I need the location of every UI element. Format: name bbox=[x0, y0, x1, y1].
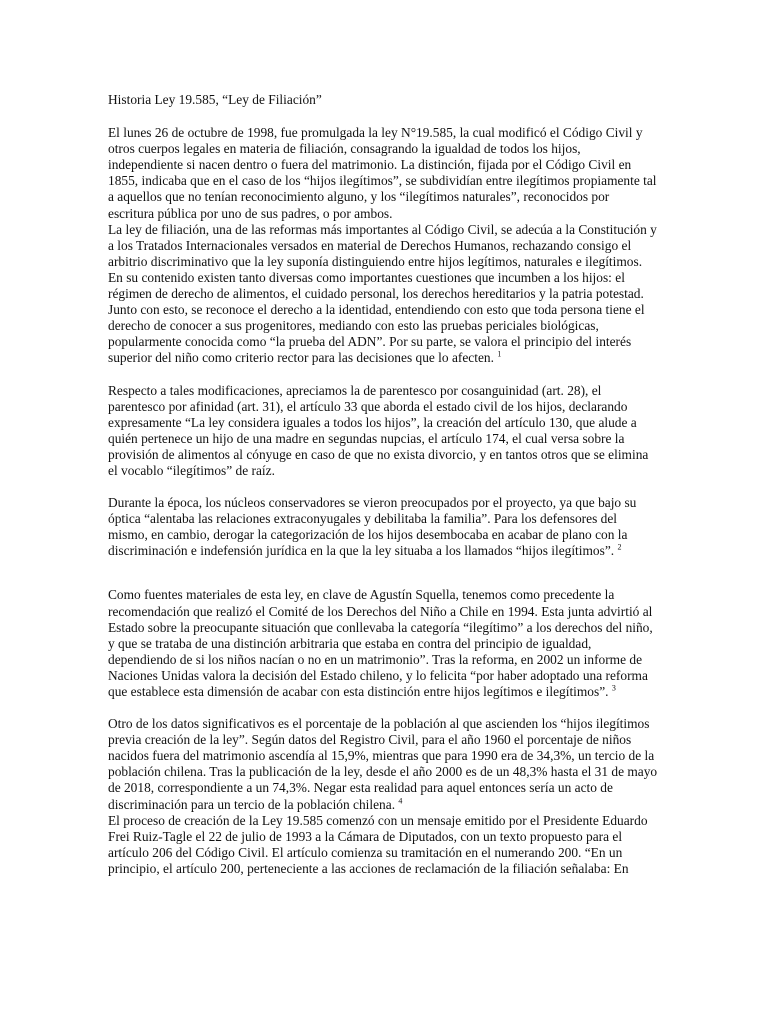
paragraph-text: Durante la época, los núcleos conservadores se vieron preocupados por el proyecto, ya que bajo su óptica “alentaba las relaciones extraconyugales y debilitaba la familia”. Para los defensores del mismo, en cambio, derogar la categorización de los hijos desembocaba en acabar de plano con la discriminación e indefensión jurídica en la que la ley situaba a los llamados “hijos ilegítimos”. bbox=[108, 495, 637, 559]
document-page bbox=[108, 92, 658, 877]
paragraph-text: Respecto a tales modificaciones, apreciamos la de parentesco por cosanguinidad (art. 28), el parentesco por afinidad (art. 31), el artículo 33 que aborda el estado civil de los hijos, declarando expresamente “La ley considera iguales a todos los hijos”, la creación del artículo 130, que alude a quién pertenece un hijo de una madre en segundas nupcias, el artículo 174, el cual versa sobre la provisión de alimentos al cónyuge en caso de que no exista divorcio, y en tantos otros que se elimina el vocablo “ilegítimos” de raíz. bbox=[108, 382, 649, 478]
paragraph-promulgation bbox=[108, 125, 658, 222]
paragraph-statistics bbox=[108, 716, 658, 813]
paragraph-text: El lunes 26 de octubre de 1998, fue promulgada la ley N°19.585, la cual modificó el Código Civil y otros cuerpos legales en materia de filiación, consagrando la igualdad de todos los hijos, independiente si nacen dentro o fuera del matrimonio. La distinción, fijada por el Código Civil en 1855, indicaba que en el caso de los “hijos ilegítimos”, se subdividían entre ilegítimos propiamente tal a aquellos que no tenían reconocimiento alguno, y los “ilegítimos naturales”, reconocidos por escritura pública por uno de sus padres, o por ambos. bbox=[108, 125, 657, 221]
paragraph-text: Otro de los datos significativos es el porcentaje de la población al que ascienden los “hijos ilegítimos previa creación de la ley”. Según datos del Registro Civil, para el año 1960 el porcentaje de niños nacidos fuera del matrimonio ascendía al 15,9%, mientras que para 1990 era de 34,3%, un tercio de la población chilena. Tras la publicación de la ley, desde el año 2000 es de un 48,3% hasta el 31 de mayo de 2018, correspondiente a un 74,3%. Negar esta realidad para aquel entonces sería un acto de discriminación para un tercio de la población chilena. bbox=[108, 716, 658, 812]
paragraph-reform-content bbox=[108, 222, 658, 367]
paragraph-material-sources bbox=[108, 587, 658, 700]
paragraph-conservatives bbox=[108, 495, 658, 559]
document-title: Historia Ley 19.585, “Ley de Filiación” bbox=[108, 92, 322, 107]
footnote-marker: 3 bbox=[611, 683, 616, 693]
paragraph-text: El proceso de creación de la Ley 19.585 comenzó con un mensaje emitido por el Presidente Eduardo Frei Ruiz-Tagle el 22 de julio de 1993 a la Cámara de Diputados, con un texto propuesto para el artículo 206 del Código Civil. El artículo comienza su tramitación en el numerando 200. “En un principio, el artículo 200, perteneciente a las acciones de reclamación de la filiación señalaba: En bbox=[108, 812, 648, 876]
footnote-marker: 2 bbox=[617, 542, 622, 552]
paragraph-text: Como fuentes materiales de esta ley, en clave de Agustín Squella, tenemos como precedente la recomendación que realizó el Comité de los Derechos del Niño a Chile en 1994. Esta junta advirtió al Estado sobre la preocupante situación que conllevaba la categoría “ilegítimo” a los derechos del niño, y que se trataba de una distinción arbitraria que estaba en contra del principio de igualdad, dependiendo de si los niños nacían o no en un matrimonio”. Tras la reforma, en 2002 un informe de Naciones Unidas valora la decisión del Estado chileno, y lo felicita “por haber adoptado una reforma que establece esta dimensión de acabar con esta distinción entre hijos legítimos e ilegítimos”. bbox=[108, 587, 653, 699]
paragraph-text: La ley de filiación, una de las reformas más importantes al Código Civil, se adecúa a la Constitución y a los Tratados Internacionales versados en material de Derechos Humanos, rechazando consigo el arbitrio discriminativo que la ley suponía distinguiendo entre hijos legítimos, naturales e ilegítimos. En su contenido existen tanto diversas como importantes cuestiones que incumben a los hijos: el régimen de derecho de alimentos, el cuidado personal, los derechos hereditarios y la patria potestad. Junto con esto, se reconoce el derecho a la identidad, entendiendo con esto que toda persona tiene el derecho de conocer a sus progenitores, mediando con esto las pruebas periciales biológicas, popularmente conocida como “la prueba del ADN”. Por su parte, se valora el principio del interés superior del niño como criterio rector para las decisiones que lo afecten. bbox=[108, 221, 657, 366]
footnote-marker: 4 bbox=[398, 796, 403, 806]
footnote-marker: 1 bbox=[497, 349, 502, 359]
paragraph-creation-process bbox=[108, 813, 658, 877]
paragraph-modifications bbox=[108, 383, 658, 480]
